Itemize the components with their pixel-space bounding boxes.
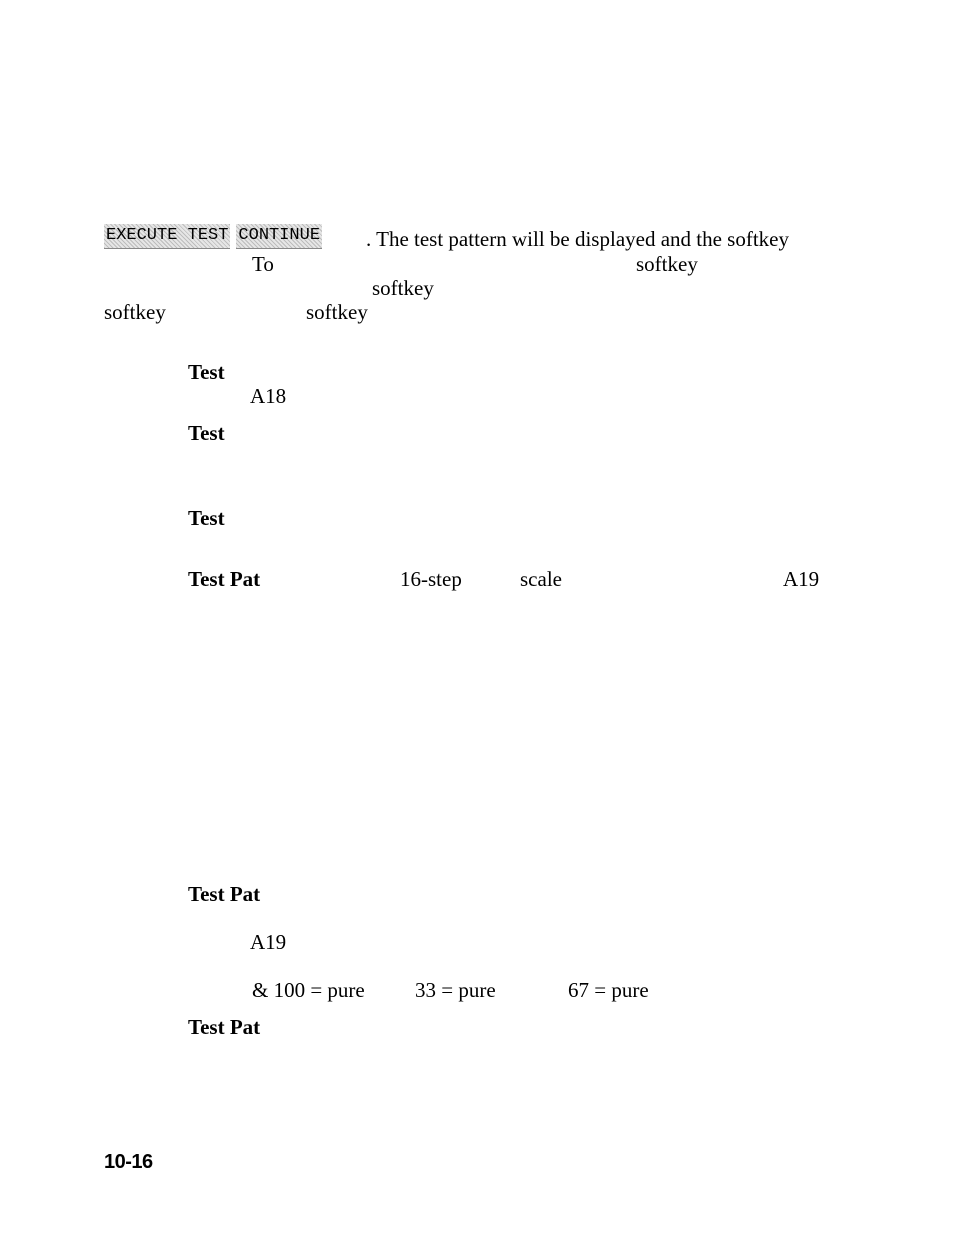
continue-softkey[interactable]: CONTINUE <box>236 224 322 249</box>
intro-softkey-2: softkey <box>372 276 434 300</box>
intro-to: To <box>252 252 274 276</box>
softkey-sequence <box>104 224 328 252</box>
word-scale: scale <box>520 567 562 591</box>
test-label-3: Test <box>188 506 225 530</box>
test-label-1: Test <box>188 360 225 384</box>
intro-softkey-3: softkey <box>104 300 166 324</box>
test-pat-label-2: Test Pat <box>188 882 261 906</box>
test-pat-detail-a19: A19 <box>250 930 287 954</box>
value-67-pure: 67 = pure <box>568 978 649 1002</box>
execute-test-softkey[interactable]: EXECUTE TEST <box>104 224 230 249</box>
test-pat-label-3: Test Pat <box>188 1015 261 1039</box>
test-label-2: Test <box>188 421 225 445</box>
test-detail-a18: A18 <box>250 384 287 408</box>
intro-softkey-1: softkey <box>636 252 698 276</box>
word-16-step: 16-step <box>400 567 462 591</box>
value-100-pure: & 100 = pure <box>252 978 365 1002</box>
word-a19: A19 <box>783 567 820 591</box>
intro-line-1: . The test pattern will be displayed and the softkey <box>366 227 790 251</box>
value-33-pure: 33 = pure <box>415 978 496 1002</box>
intro-softkey-4: softkey <box>306 300 368 324</box>
test-pat-label-1: Test Pat <box>188 567 261 591</box>
page-number: 10-16 <box>104 1151 153 1173</box>
